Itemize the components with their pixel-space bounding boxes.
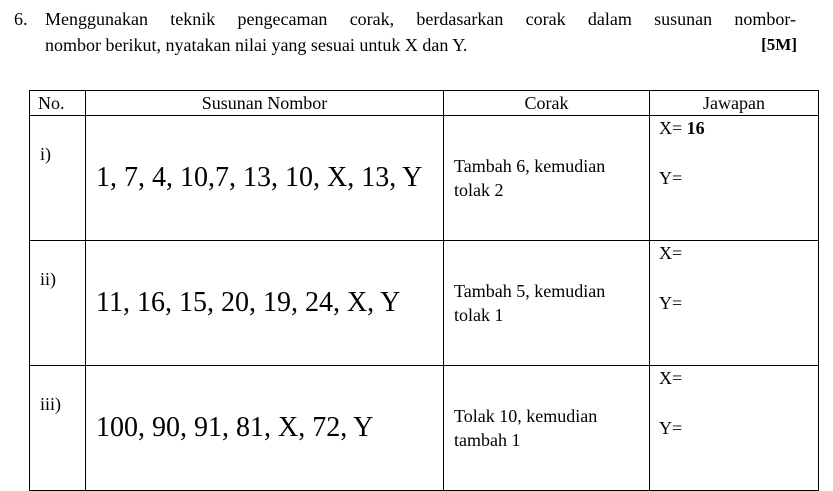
header-no: No.: [30, 91, 86, 116]
answer-x-label: X=: [659, 243, 683, 263]
pattern-line2: tolak 1: [454, 305, 504, 325]
table-header-row: [30, 91, 819, 116]
question-text-line1: Menggunakan teknik pengecaman corak, berdasarkan corak dalam susunan nombor-: [45, 9, 796, 29]
answer-y-label: Y=: [659, 293, 683, 313]
table-row: [30, 366, 819, 491]
answer-y: [659, 293, 682, 314]
row-number: i): [30, 116, 86, 241]
answer-y-label: Y=: [659, 418, 683, 438]
pattern-line1: Tambah 5, kemudian: [454, 281, 606, 301]
row-number: iii): [30, 366, 86, 491]
answer-x: [659, 368, 682, 389]
pattern-line2: tambah 1: [454, 430, 521, 450]
pattern-table: [29, 90, 819, 491]
answer-x-value: 16: [686, 118, 705, 138]
question-text-line2: nombor berikut, nyatakan nilai yang sesuai untuk X dan Y.: [45, 35, 468, 55]
header-pattern: Corak: [444, 91, 650, 116]
answer-x-label: X=: [659, 368, 683, 388]
pattern-description: [444, 366, 650, 491]
number-sequence: 100, 90, 91, 81, X, 72, Y: [86, 366, 444, 491]
pattern-description: [444, 241, 650, 366]
number-sequence: 11, 16, 15, 20, 19, 24, X, Y: [86, 241, 444, 366]
table-row: [30, 116, 819, 241]
answer-cell: [650, 116, 819, 241]
answer-y-label: Y=: [659, 168, 683, 188]
answer-x: [659, 243, 682, 264]
answer-cell: [650, 241, 819, 366]
table-row: [30, 241, 819, 366]
pattern-line1: Tolak 10, kemudian: [454, 406, 598, 426]
number-sequence: 1, 7, 4, 10,7, 13, 10, X, 13, Y: [86, 116, 444, 241]
header-sequence: Susunan Nombor: [86, 91, 444, 116]
pattern-line2: tolak 2: [454, 180, 504, 200]
answer-y: [659, 418, 682, 439]
answer-x-label: X=: [659, 118, 687, 138]
row-number: ii): [30, 241, 86, 366]
answer-x: [659, 118, 705, 139]
header-answer: Jawapan: [650, 91, 819, 116]
answer-cell: [650, 366, 819, 491]
pattern-line1: Tambah 6, kemudian: [454, 156, 606, 176]
answer-y: [659, 168, 682, 189]
question-marks: [5M]: [761, 35, 797, 54]
pattern-description: [444, 116, 650, 241]
question-number: 6.: [14, 9, 28, 29]
